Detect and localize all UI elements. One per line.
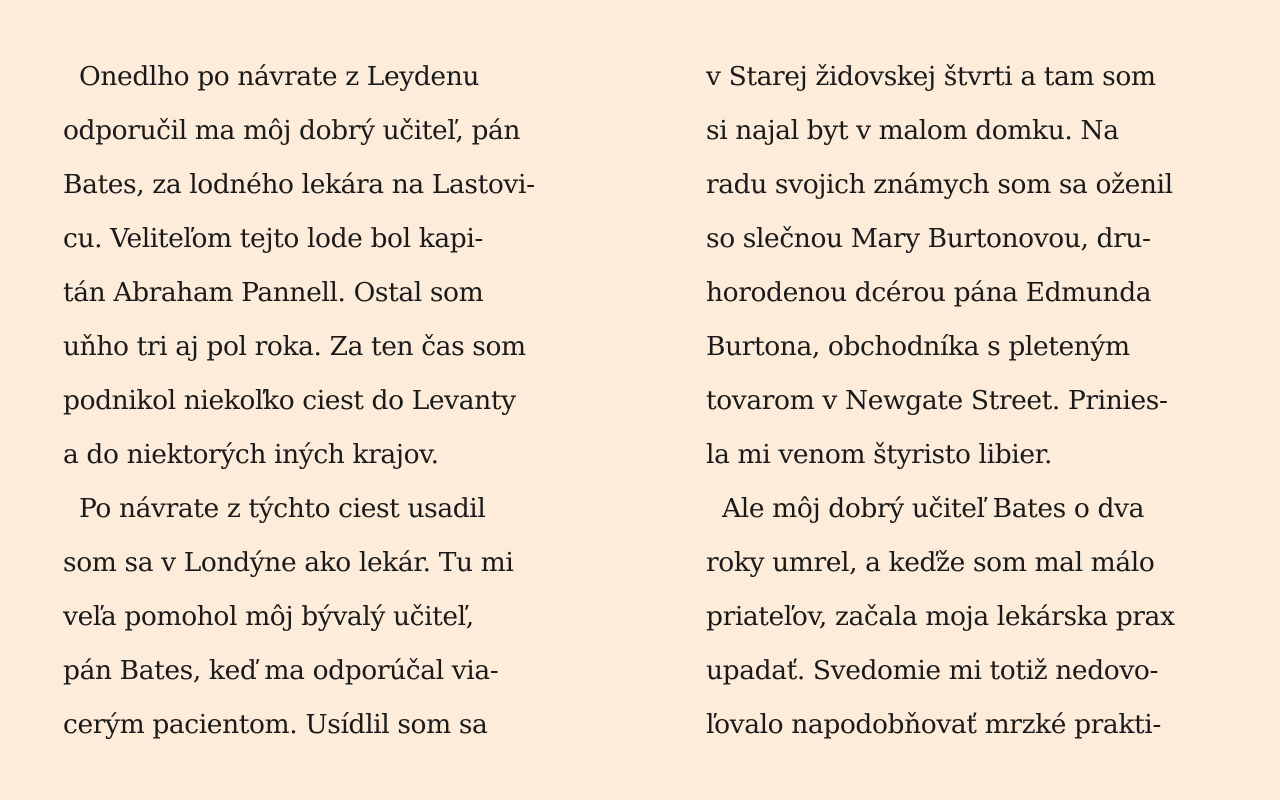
text-line: Burtona, obchodníka s pleteným [706, 331, 1130, 362]
text-line: Ale môj dobrý učiteľ Bates o dva [706, 493, 1144, 524]
text-line: v Starej židovskej štvrti a tam som [706, 61, 1156, 92]
text-line: horodenou dcérou pána Edmunda [706, 277, 1152, 308]
text-line: upadať. Svedomie mi totiž nedovo- [706, 655, 1159, 686]
text-line: pán Bates, keď ma odporúčal via- [63, 655, 499, 686]
text-line: cerým pacientom. Usídlil som sa [63, 709, 488, 740]
text-line: veľa pomohol môj bývalý učiteľ, [63, 601, 474, 632]
text-line: si najal byt v malom domku. Na [706, 115, 1119, 146]
text-line: tán Abraham Pannell. Ostal som [63, 277, 484, 308]
text-line: cu. Veliteľom tejto lode bol kapi- [63, 223, 483, 254]
text-line: roky umrel, a keďže som mal málo [706, 547, 1155, 578]
text-line: so slečnou Mary Burtonovou, dru- [706, 223, 1151, 254]
text-line: priateľov, začala moja lekárska prax [706, 601, 1175, 632]
text-line: la mi venom štyristo libier. [706, 439, 1052, 470]
text-line: ľovalo napodobňovať mrzké prakti- [706, 709, 1161, 740]
text-line: podnikol niekoľko ciest do Levanty [63, 385, 516, 416]
left-text-column [63, 50, 603, 752]
text-line: uňho tri aj pol roka. Za ten čas som [63, 331, 526, 362]
text-line: radu svojich známych som sa oženil [706, 169, 1173, 200]
text-line: odporučil ma môj dobrý učiteľ, pán [63, 115, 521, 146]
text-line: som sa v Londýne ako lekár. Tu mi [63, 547, 514, 578]
text-line: tovarom v Newgate Street. Prinies- [706, 385, 1168, 416]
text-line: Bates, za lodného lekára na Lastovi- [63, 169, 535, 200]
text-line: Po návrate z týchto ciest usadil [63, 493, 486, 524]
text-line: Onedlho po návrate z Leydenu [63, 61, 480, 92]
right-text-column [706, 50, 1246, 752]
text-line: a do niektorých iných krajov. [63, 439, 439, 470]
